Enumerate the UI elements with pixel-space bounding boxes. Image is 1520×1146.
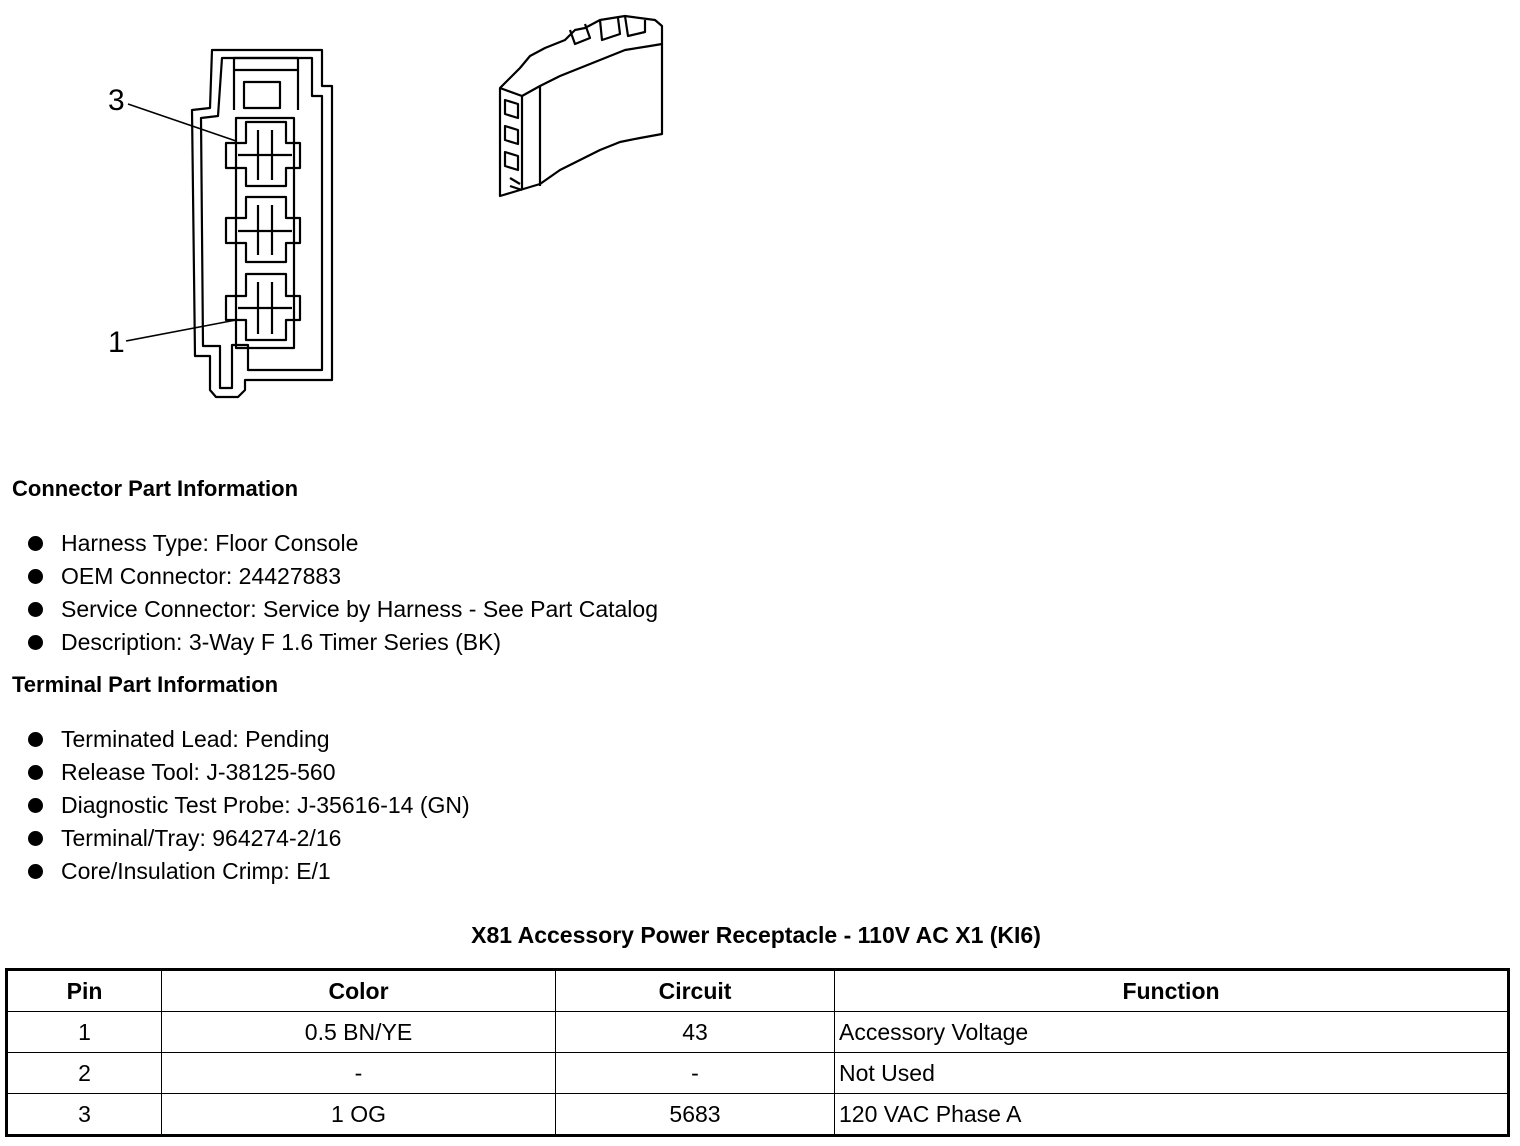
cell-color: -	[162, 1053, 556, 1094]
cell-circuit: 43	[556, 1012, 835, 1053]
cell-pin: 3	[7, 1094, 162, 1136]
bullet-icon	[28, 765, 43, 780]
connector-info-list	[28, 527, 658, 659]
list-item	[28, 756, 470, 789]
list-item	[28, 560, 658, 593]
header-function: Function	[835, 970, 1509, 1012]
bullet-icon	[28, 536, 43, 551]
connector-info-title: Connector Part Information	[12, 476, 299, 501]
cell-circuit: -	[556, 1053, 835, 1094]
list-item-text: Harness Type: Floor Console	[61, 530, 359, 556]
header-circuit: Circuit	[556, 970, 835, 1012]
bullet-icon	[28, 798, 43, 813]
connector-diagram	[0, 0, 700, 420]
pin-3-label: 3	[108, 84, 125, 117]
table-row	[7, 1012, 1509, 1053]
list-item	[28, 789, 470, 822]
list-item	[28, 723, 470, 756]
terminal-info-title: Terminal Part Information	[12, 672, 279, 697]
list-item-text: Service Connector: Service by Harness - See Part Catalog	[61, 596, 658, 622]
cell-color: 1 OG	[162, 1094, 556, 1136]
header-color: Color	[162, 970, 556, 1012]
cell-function: Accessory Voltage	[835, 1012, 1509, 1053]
list-item	[28, 527, 658, 560]
header-pin: Pin	[7, 970, 162, 1012]
bullet-icon	[28, 732, 43, 747]
cell-circuit: 5683	[556, 1094, 835, 1136]
table-row	[7, 1094, 1509, 1136]
list-item-text: Terminated Lead: Pending	[61, 726, 330, 752]
bullet-icon	[28, 831, 43, 846]
list-item	[28, 822, 470, 855]
bullet-icon	[28, 864, 43, 879]
connector-face-drawing	[0, 0, 700, 420]
pin-table-title: X81 Accessory Power Receptacle - 110V AC X1 (KI6)	[471, 922, 1041, 948]
bullet-icon	[28, 602, 43, 617]
cell-color: 0.5 BN/YE	[162, 1012, 556, 1053]
cell-function: 120 VAC Phase A	[835, 1094, 1509, 1136]
list-item-text: Terminal/Tray: 964274-2/16	[61, 825, 342, 851]
list-item-text: OEM Connector: 24427883	[61, 563, 342, 589]
table-header-row	[7, 970, 1509, 1012]
list-item	[28, 626, 658, 659]
table-row	[7, 1053, 1509, 1094]
cell-pin: 2	[7, 1053, 162, 1094]
pin-1-label: 1	[108, 326, 125, 359]
list-item	[28, 593, 658, 626]
terminal-info-list	[28, 723, 470, 888]
list-item-text: Description: 3-Way F 1.6 Timer Series (BK)	[61, 629, 502, 655]
cell-function: Not Used	[835, 1053, 1509, 1094]
bullet-icon	[28, 569, 43, 584]
list-item	[28, 855, 470, 888]
list-item-text: Diagnostic Test Probe: J-35616-14 (GN)	[61, 792, 470, 818]
list-item-text: Core/Insulation Crimp: E/1	[61, 858, 331, 884]
cell-pin: 1	[7, 1012, 162, 1053]
list-item-text: Release Tool: J-38125-560	[61, 759, 336, 785]
bullet-icon	[28, 635, 43, 650]
pin-table	[5, 968, 1510, 1137]
